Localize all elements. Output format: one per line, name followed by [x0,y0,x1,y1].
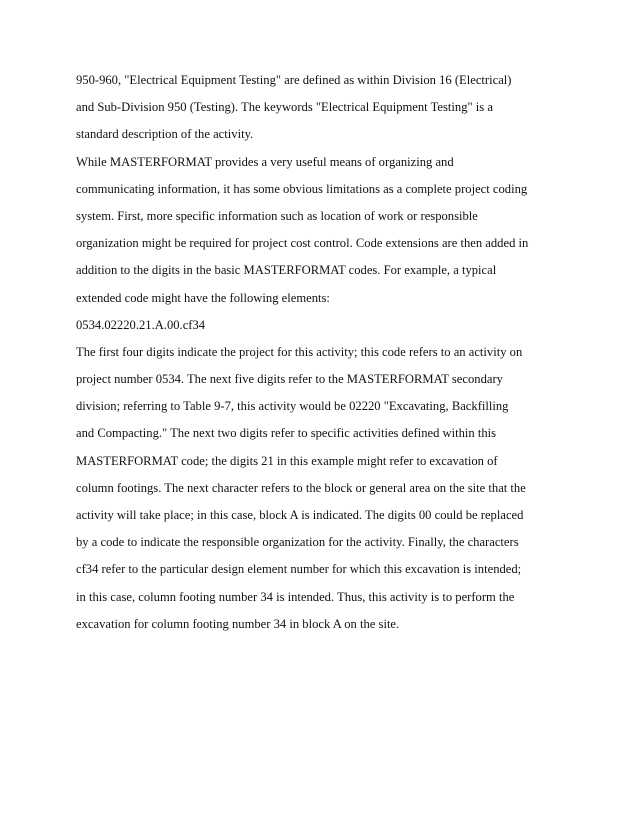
document-body [76,67,556,638]
text-line: cf34 refer to the particular design element number for which this excavation is intended; [76,562,522,577]
text-line: activity will take place; in this case, block A is indicated. The digits 00 could be replaced [76,508,524,522]
text-line: While MASTERFORMAT provides a very useful means of organizing and [76,154,454,169]
text-line: column footings. The next character refers to the block or general area on the site that the [76,480,526,495]
text-line: in this case, column footing number 34 is intended. Thus, this activity is to perform the [76,589,515,604]
text-line: addition to the digits in the basic MASTERFORMAT codes. For example, a typical [76,263,497,278]
text-line: 950-960, "Electrical Equipment Testing" are defined as within Division 16 (Electrical) [76,73,512,87]
text-line: The first four digits indicate the project for this activity; this code refers to an activity on [76,344,523,359]
text-line: excavation for column footing number 34 in block A on the site. [76,616,400,631]
text-line: division; referring to Table 9-7, this activity would be 02220 "Excavating, Backfilling [76,399,509,414]
text-line: MASTERFORMAT code; the digits 21 in this example might refer to excavation of [76,453,498,468]
text-line: by a code to indicate the responsible organization for the activity. Finally, the characters [76,535,519,550]
text-line: standard description of the activity. [76,127,254,142]
code-example: 0534.02220.21.A.00.cf34 [76,317,206,332]
text-line: project number 0534. The next five digits refer to the MASTERFORMAT secondary [76,372,503,387]
text-line: and Compacting." The next two digits refer to specific activities defined within this [76,426,497,441]
text-line: extended code might have the following elements: [76,290,330,305]
text-line: organization might be required for project cost control. Code extensions are then added in [76,236,529,251]
text-line: communicating information, it has some obvious limitations as a complete project coding [76,181,528,196]
text-line: and Sub-Division 950 (Testing). The keywords "Electrical Equipment Testing" is a [76,100,493,115]
text-line: system. First, more specific information such as location of work or responsible [76,208,478,223]
